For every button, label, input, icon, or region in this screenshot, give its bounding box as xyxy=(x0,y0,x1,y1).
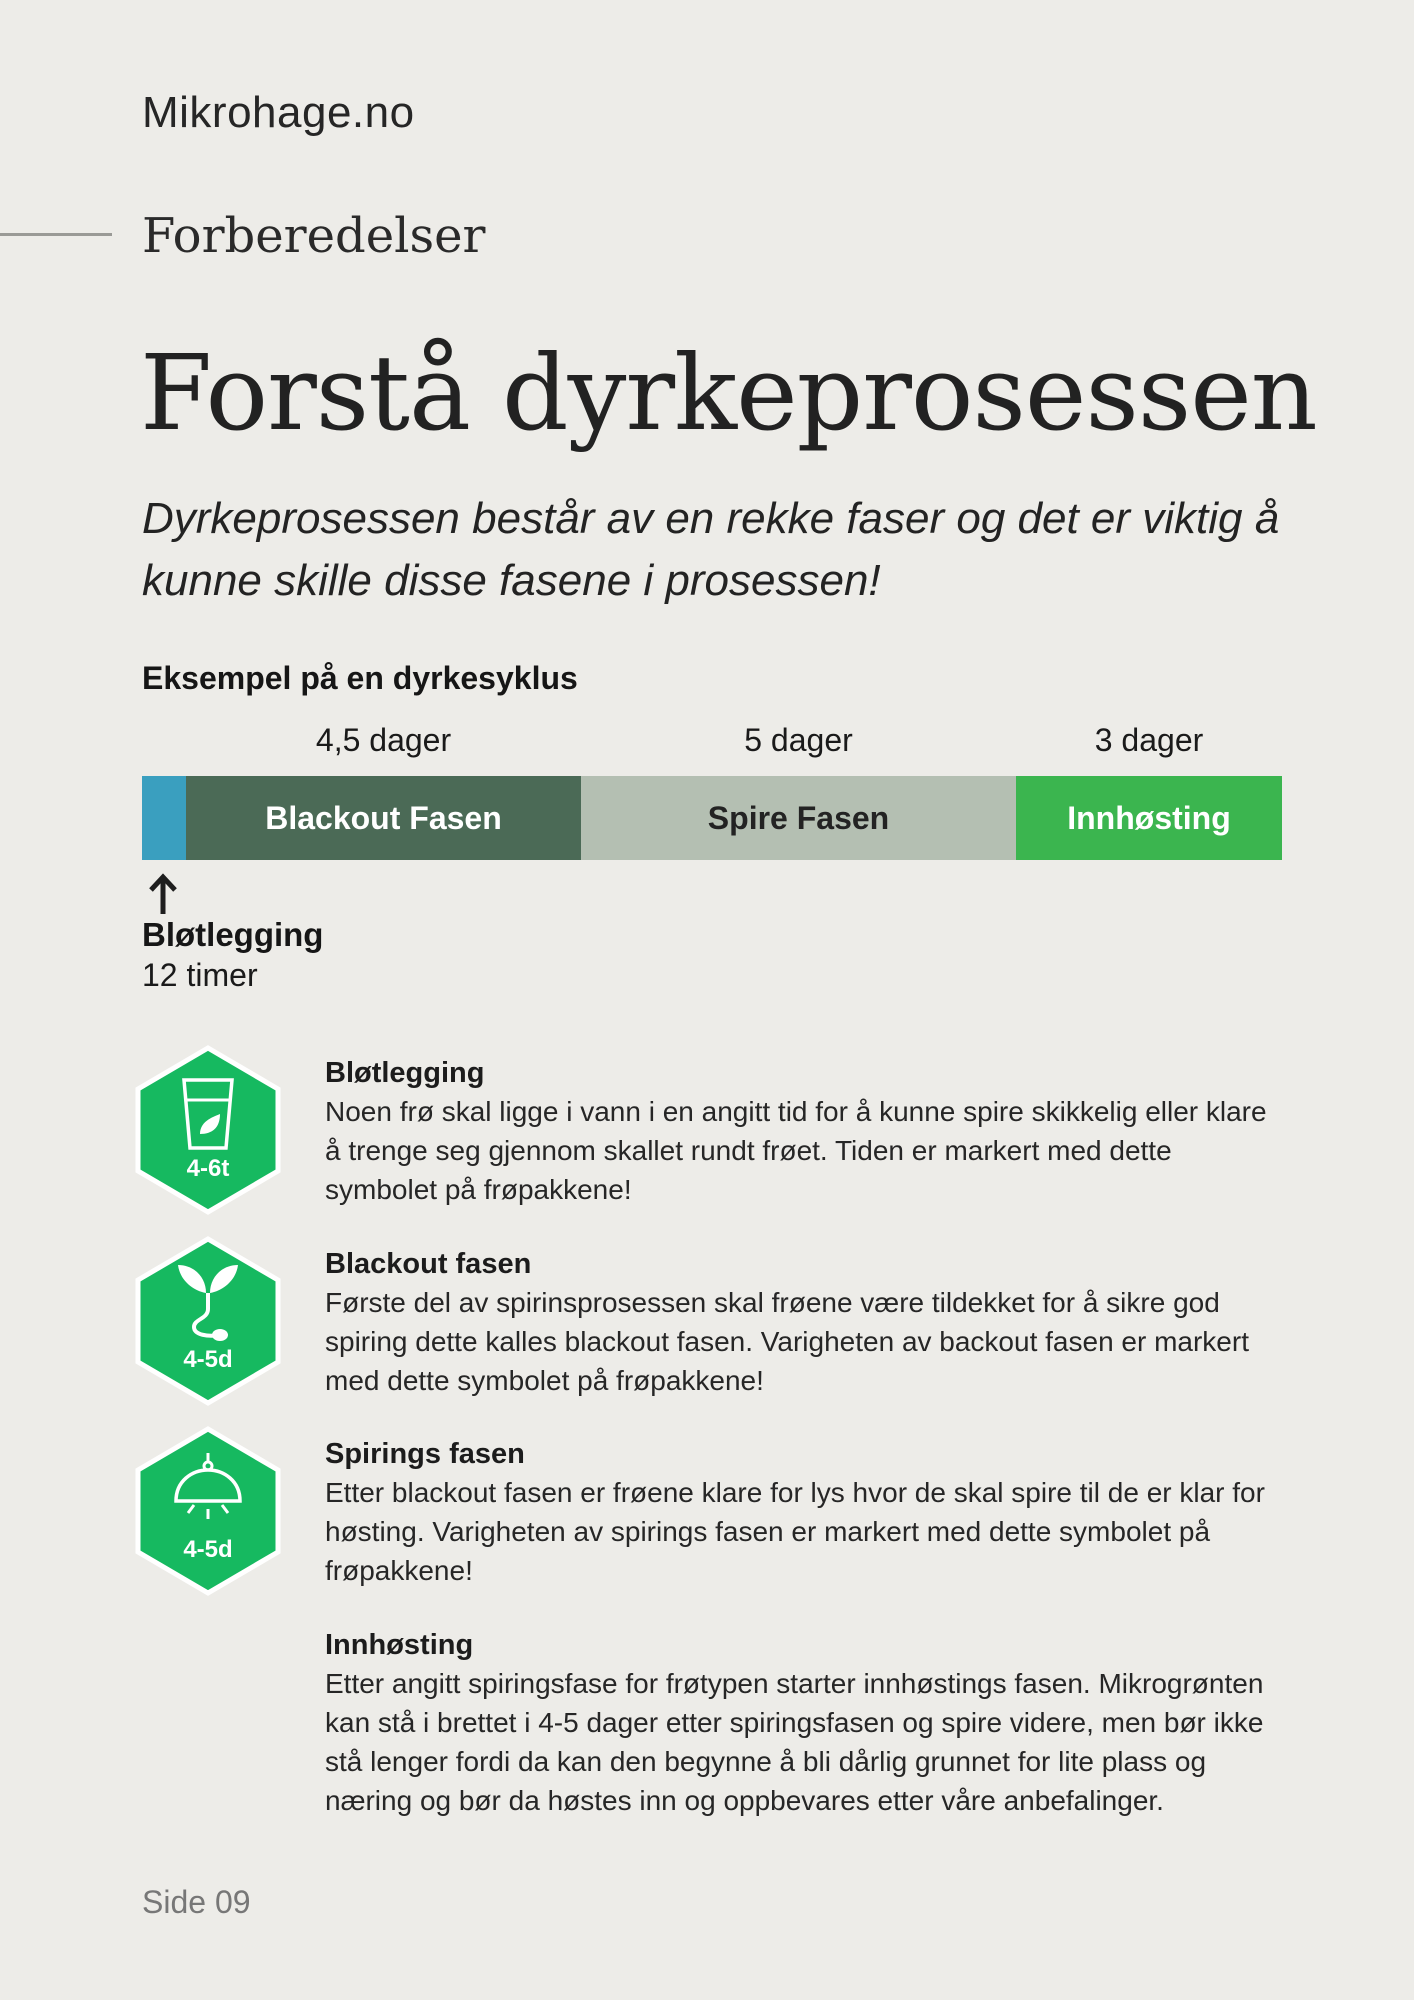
phase-sprout: Spire Fasen xyxy=(581,776,1016,860)
soak-label: Bløtlegging xyxy=(142,916,324,953)
step-text: Første del av spirinsprosessen skal frøene være tildekket for å sikre god spiring dette kalles blackout fasen. Varigheten av backout fasen er markert med dette symbolet på frøpakkene! xyxy=(325,1287,1249,1396)
soak-time: 12 timer xyxy=(142,957,258,993)
page-title: Forstå dyrkeprosessen xyxy=(140,332,1317,454)
page-number: Side 09 xyxy=(142,1884,251,1920)
lamp-icon xyxy=(132,1425,284,1597)
cycle-durations xyxy=(142,722,1282,772)
intro-text: Dyrkeprosessen består av en rekke faser og det er viktig å kunne skille disse fasene i prosessen! xyxy=(142,494,1280,605)
brand-name: Mikrohage.no xyxy=(142,88,415,137)
step-sprout xyxy=(325,1435,1285,1590)
water-glass-icon xyxy=(132,1044,284,1216)
step-title: Spirings fasen xyxy=(325,1438,525,1470)
step-text: Etter blackout fasen er frøene klare for lys hvor de skal spire til de er klar for høsting. Varigheten av spirings fasen er markert med dette symbolet på frøpakkene! xyxy=(325,1477,1265,1586)
duration-blackout: 4,5 dager xyxy=(315,722,452,758)
section-rule xyxy=(0,233,112,236)
icon-badge: 4-5d xyxy=(183,1346,233,1373)
duration-harvest: 3 dager xyxy=(1094,722,1204,758)
phase-blackout: Blackout Fasen xyxy=(186,776,581,860)
icon-badge: 4-5d xyxy=(183,1536,233,1563)
step-title: Bløtlegging xyxy=(325,1057,485,1089)
step-soak xyxy=(325,1054,1285,1209)
section-label: Forberedelser xyxy=(142,208,486,264)
icon-badge: 4-6t xyxy=(186,1155,230,1182)
sprout-icon xyxy=(132,1235,284,1407)
phase-harvest: Innhøsting xyxy=(1016,776,1282,860)
phase-soak xyxy=(142,776,186,860)
step-blackout xyxy=(325,1245,1285,1400)
duration-sprout: 5 dager xyxy=(744,722,853,758)
step-text: Noen frø skal ligge i vann i en angitt tid for å kunne spire skikkelig eller klare å trenge seg gjennom skallet rundt frøet. Tiden er markert med dette symbolet på frøpakkene! xyxy=(325,1096,1267,1205)
up-arrow-icon xyxy=(146,872,180,916)
cycle-timeline xyxy=(142,776,1282,860)
step-title: Innhøsting xyxy=(325,1629,474,1661)
step-title: Blackout fasen xyxy=(325,1248,532,1280)
step-text: Etter angitt spiringsfase for frøtypen starter innhøstings fasen. Mikrogrønten kan stå i brettet i 4-5 dager etter spiringsfasen og spire videre, men bør ikke stå lenger fordi da kan den begynne å bli dårlig grunnet for lite plass og næring og bør da høstes inn og oppbevares etter våre anbefalinger. xyxy=(325,1668,1264,1816)
cycle-heading: Eksempel på en dyrkesyklus xyxy=(142,660,578,696)
step-harvest xyxy=(325,1626,1285,1820)
